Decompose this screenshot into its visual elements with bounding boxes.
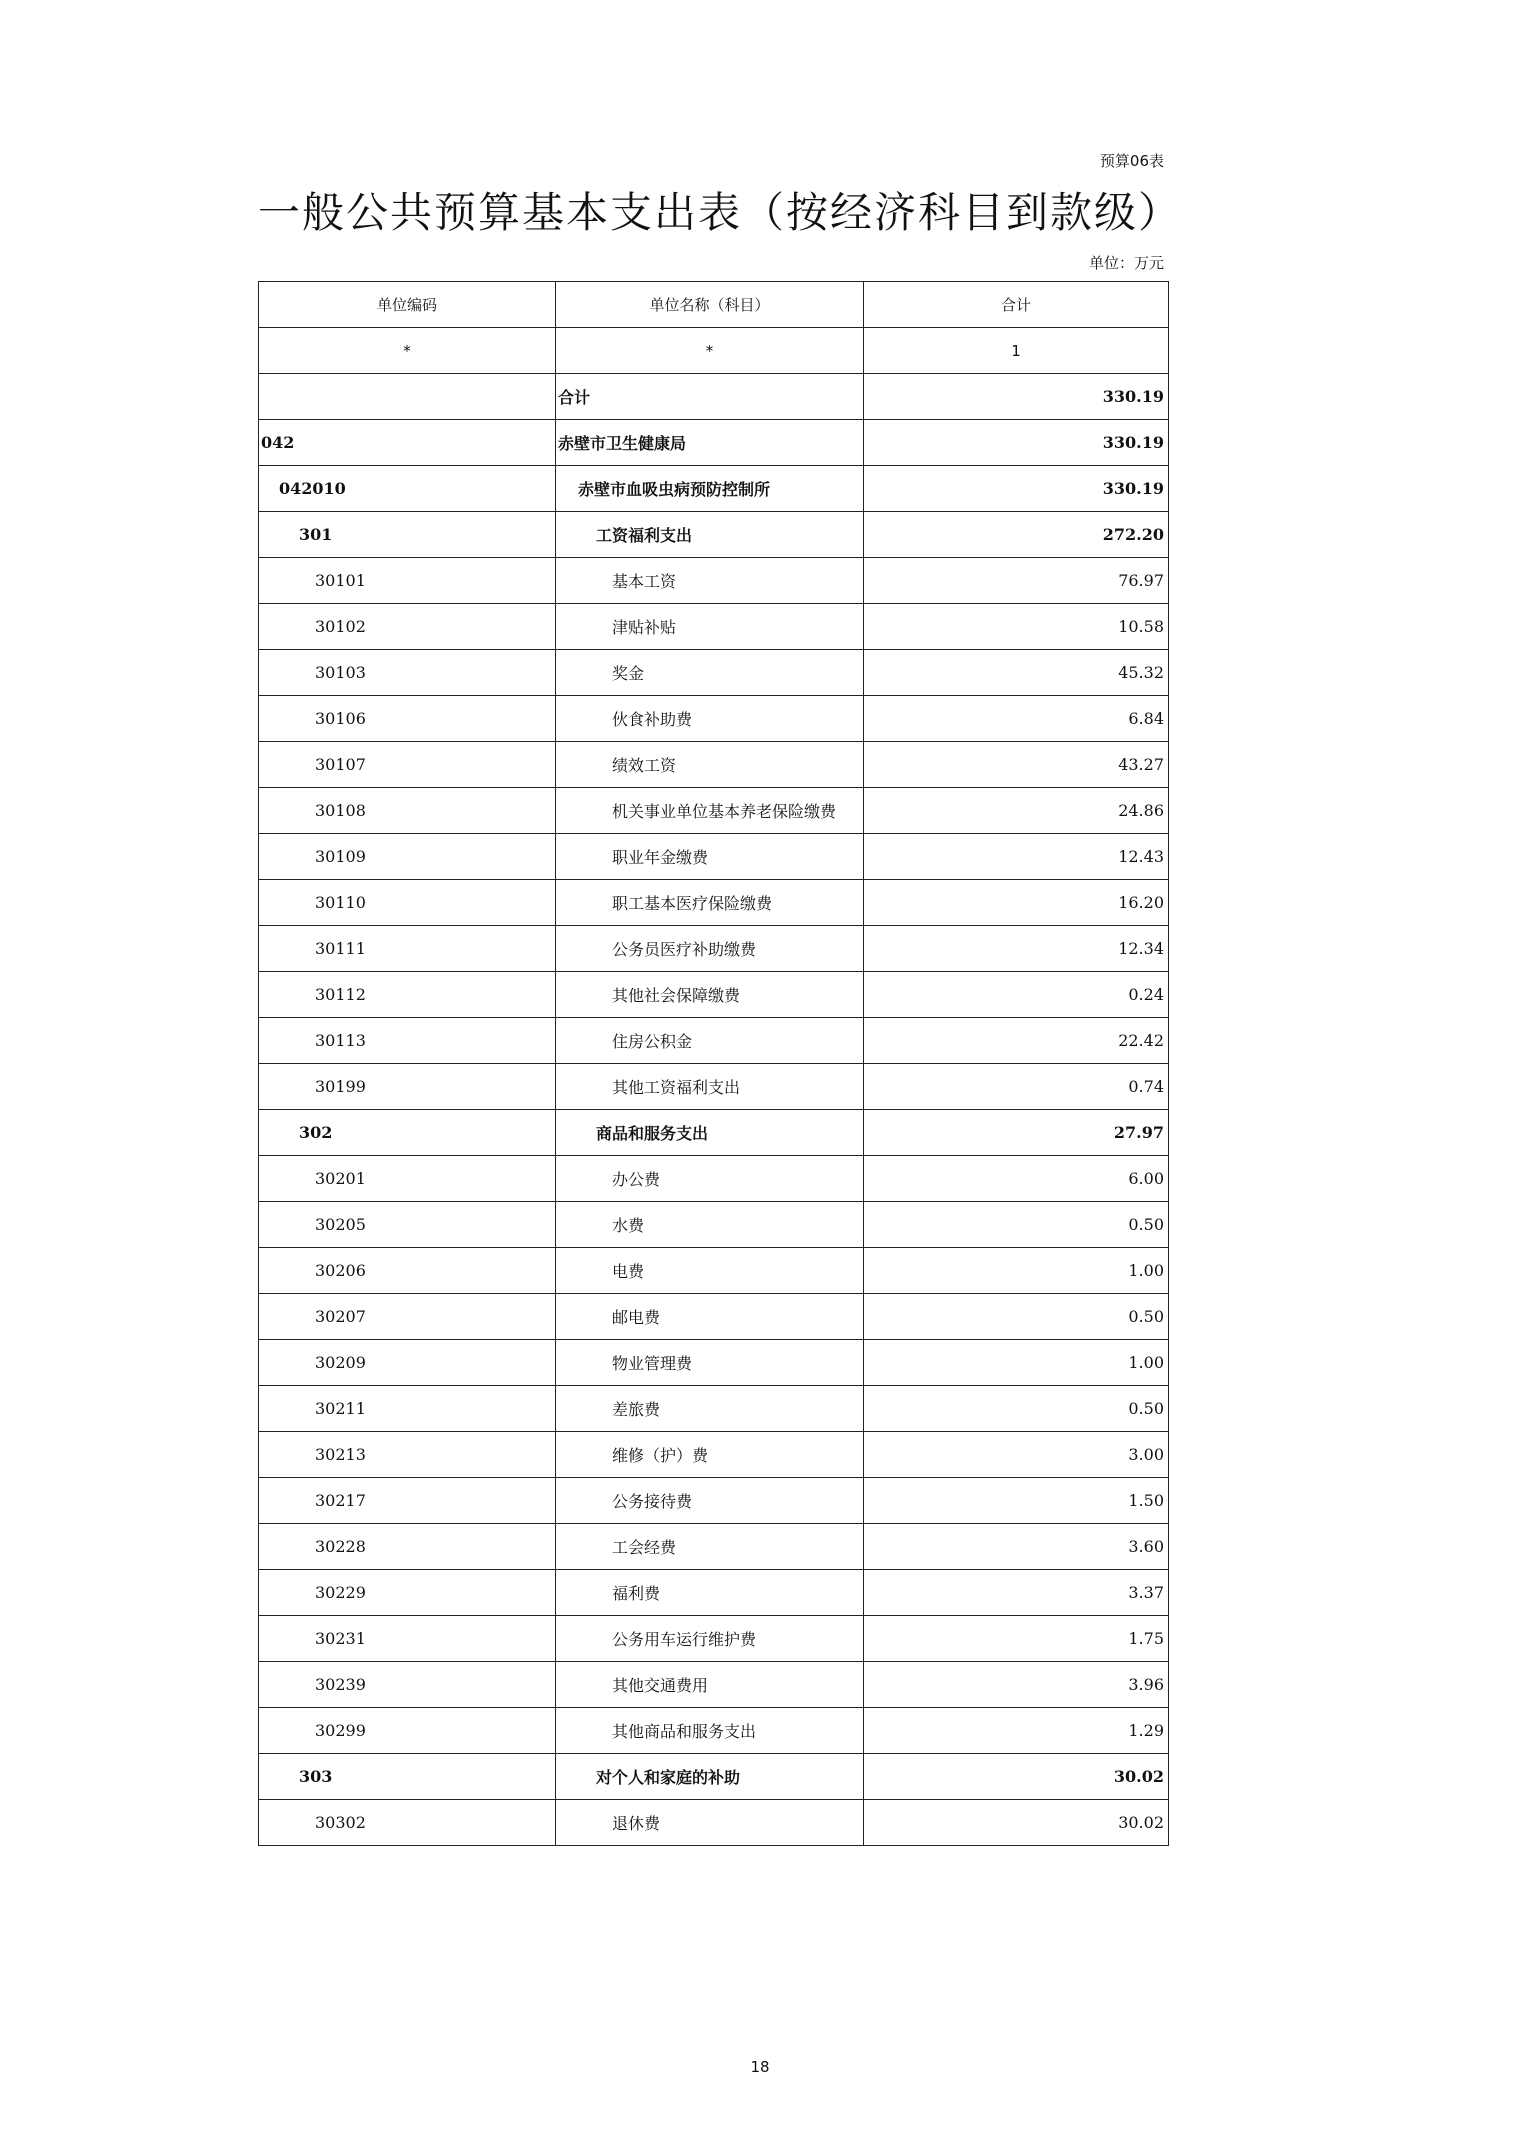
table-row: [259, 1294, 1169, 1340]
cell-code: 042010: [259, 466, 556, 512]
cell-total: 30.02: [864, 1754, 1169, 1800]
cell-total: 3.00: [864, 1432, 1169, 1478]
index-name: *: [556, 328, 864, 374]
cell-total: 22.42: [864, 1018, 1169, 1064]
cell-name: 工会经费: [556, 1524, 864, 1570]
cell-name: 水费: [556, 1202, 864, 1248]
cell-code: 30103: [259, 650, 556, 696]
cell-total: 6.84: [864, 696, 1169, 742]
cell-name: 合计: [556, 374, 864, 420]
cell-name: 其他社会保障缴费: [556, 972, 864, 1018]
cell-code: 30239: [259, 1662, 556, 1708]
cell-name: 其他交通费用: [556, 1662, 864, 1708]
cell-total: 3.96: [864, 1662, 1169, 1708]
cell-code: 30229: [259, 1570, 556, 1616]
cell-name: 邮电费: [556, 1294, 864, 1340]
table-row: [259, 374, 1169, 420]
cell-code: 30201: [259, 1156, 556, 1202]
cell-name: 公务员医疗补助缴费: [556, 926, 864, 972]
cell-name: 住房公积金: [556, 1018, 864, 1064]
cell-name: 职工基本医疗保险缴费: [556, 880, 864, 926]
table-row: [259, 1524, 1169, 1570]
cell-name: 伙食补助费: [556, 696, 864, 742]
index-total: 1: [864, 328, 1169, 374]
table-row: [259, 1432, 1169, 1478]
cell-name: 维修（护）费: [556, 1432, 864, 1478]
table-row: [259, 1662, 1169, 1708]
cell-code: 30217: [259, 1478, 556, 1524]
cell-code: [259, 374, 556, 420]
table-row: [259, 1248, 1169, 1294]
page-number: 18: [750, 2058, 770, 2076]
cell-name: 其他商品和服务支出: [556, 1708, 864, 1754]
cell-name: 机关事业单位基本养老保险缴费: [556, 788, 864, 834]
cell-name: 办公费: [556, 1156, 864, 1202]
cell-code: 30199: [259, 1064, 556, 1110]
cell-name: 津贴补贴: [556, 604, 864, 650]
cell-name: 对个人和家庭的补助: [556, 1754, 864, 1800]
cell-total: 30.02: [864, 1800, 1169, 1846]
cell-code: 30299: [259, 1708, 556, 1754]
cell-total: 45.32: [864, 650, 1169, 696]
table-row: [259, 972, 1169, 1018]
cell-name: 其他工资福利支出: [556, 1064, 864, 1110]
budget-table: [258, 281, 1169, 1846]
cell-code: 30211: [259, 1386, 556, 1432]
cell-total: 3.37: [864, 1570, 1169, 1616]
cell-name: 电费: [556, 1248, 864, 1294]
cell-code: 30228: [259, 1524, 556, 1570]
cell-name: 差旅费: [556, 1386, 864, 1432]
cell-code: 302: [259, 1110, 556, 1156]
cell-total: 0.24: [864, 972, 1169, 1018]
cell-name: 退休费: [556, 1800, 864, 1846]
cell-code: 30231: [259, 1616, 556, 1662]
budget-table-body: [259, 282, 1169, 1846]
cell-code: 30209: [259, 1340, 556, 1386]
cell-total: 1.50: [864, 1478, 1169, 1524]
table-row: [259, 512, 1169, 558]
cell-total: 330.19: [864, 420, 1169, 466]
cell-code: 30207: [259, 1294, 556, 1340]
cell-total: 1.00: [864, 1340, 1169, 1386]
cell-total: 43.27: [864, 742, 1169, 788]
table-row: [259, 466, 1169, 512]
cell-total: 16.20: [864, 880, 1169, 926]
cell-code: 30302: [259, 1800, 556, 1846]
cell-total: 0.50: [864, 1294, 1169, 1340]
table-row: [259, 420, 1169, 466]
index-code: *: [259, 328, 556, 374]
cell-name: 商品和服务支出: [556, 1110, 864, 1156]
cell-code: 303: [259, 1754, 556, 1800]
cell-code: 30101: [259, 558, 556, 604]
cell-total: 10.58: [864, 604, 1169, 650]
cell-code: 30110: [259, 880, 556, 926]
table-row: [259, 1064, 1169, 1110]
table-row: [259, 650, 1169, 696]
cell-code: 30106: [259, 696, 556, 742]
table-index-row: [259, 328, 1169, 374]
cell-total: 1.75: [864, 1616, 1169, 1662]
unit-note: 单位：万元: [1088, 254, 1164, 272]
cell-code: 30109: [259, 834, 556, 880]
cell-code: 30111: [259, 926, 556, 972]
cell-name: 工资福利支出: [556, 512, 864, 558]
table-row: [259, 1340, 1169, 1386]
table-row: [259, 1754, 1169, 1800]
cell-name: 基本工资: [556, 558, 864, 604]
cell-code: 042: [259, 420, 556, 466]
cell-name: 公务接待费: [556, 1478, 864, 1524]
table-row: [259, 1202, 1169, 1248]
cell-name: 公务用车运行维护费: [556, 1616, 864, 1662]
table-row: [259, 788, 1169, 834]
cell-code: 30107: [259, 742, 556, 788]
column-header-name: 单位名称（科目）: [556, 282, 864, 328]
table-row: [259, 1478, 1169, 1524]
table-header-row: [259, 282, 1169, 328]
cell-name: 职业年金缴费: [556, 834, 864, 880]
cell-code: 30213: [259, 1432, 556, 1478]
cell-total: 12.43: [864, 834, 1169, 880]
table-row: [259, 558, 1169, 604]
cell-code: 30205: [259, 1202, 556, 1248]
table-row: [259, 1156, 1169, 1202]
cell-total: 0.50: [864, 1202, 1169, 1248]
cell-code: 30113: [259, 1018, 556, 1064]
cell-name: 物业管理费: [556, 1340, 864, 1386]
cell-total: 0.74: [864, 1064, 1169, 1110]
table-row: [259, 1616, 1169, 1662]
column-header-total: 合计: [864, 282, 1169, 328]
table-row: [259, 1386, 1169, 1432]
cell-name: 赤壁市卫生健康局: [556, 420, 864, 466]
cell-total: 330.19: [864, 466, 1169, 512]
cell-code: 30108: [259, 788, 556, 834]
table-label: 预算06表: [1099, 152, 1164, 170]
cell-total: 1.29: [864, 1708, 1169, 1754]
table-row: [259, 742, 1169, 788]
table-row: [259, 1110, 1169, 1156]
cell-total: 330.19: [864, 374, 1169, 420]
cell-code: 30206: [259, 1248, 556, 1294]
cell-total: 27.97: [864, 1110, 1169, 1156]
cell-total: 272.20: [864, 512, 1169, 558]
table-row: [259, 1018, 1169, 1064]
page-title: 一般公共预算基本支出表（按经济科目到款级）: [258, 188, 1183, 237]
cell-total: 24.86: [864, 788, 1169, 834]
cell-total: 3.60: [864, 1524, 1169, 1570]
cell-total: 76.97: [864, 558, 1169, 604]
column-header-code: 单位编码: [259, 282, 556, 328]
table-row: [259, 604, 1169, 650]
table-row: [259, 1800, 1169, 1846]
table-row: [259, 880, 1169, 926]
table-row: [259, 696, 1169, 742]
cell-name: 赤壁市血吸虫病预防控制所: [556, 466, 864, 512]
cell-name: 福利费: [556, 1570, 864, 1616]
table-row: [259, 834, 1169, 880]
cell-total: 0.50: [864, 1386, 1169, 1432]
cell-code: 301: [259, 512, 556, 558]
cell-name: 奖金: [556, 650, 864, 696]
table-row: [259, 1570, 1169, 1616]
cell-name: 绩效工资: [556, 742, 864, 788]
cell-total: 12.34: [864, 926, 1169, 972]
table-row: [259, 1708, 1169, 1754]
cell-total: 6.00: [864, 1156, 1169, 1202]
cell-code: 30102: [259, 604, 556, 650]
cell-total: 1.00: [864, 1248, 1169, 1294]
table-row: [259, 926, 1169, 972]
cell-code: 30112: [259, 972, 556, 1018]
